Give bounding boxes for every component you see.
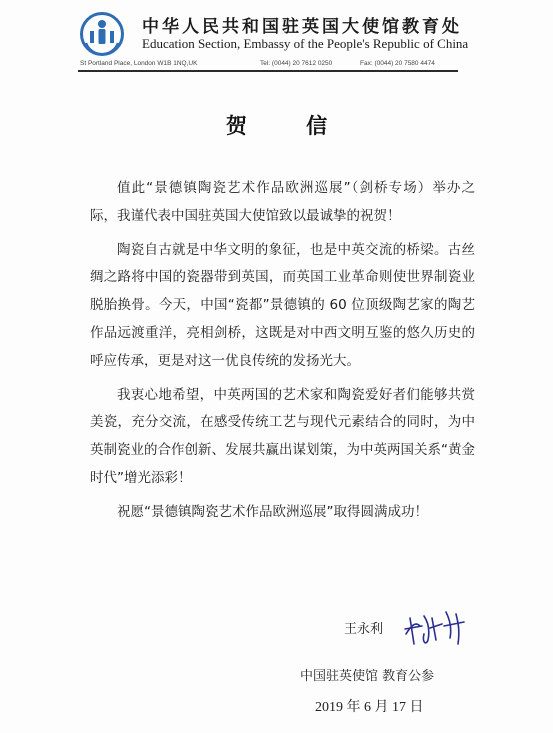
telephone-text: Tel: (0044) 20 7612 0250 bbox=[260, 60, 333, 67]
signatory-name: 王永利 bbox=[344, 622, 384, 637]
org-name-english: Education Section, Embassy of the People's Republic of China bbox=[142, 36, 469, 51]
org-name-chinese: 中华人民共和国驻英国大使馆教育处 bbox=[142, 17, 462, 37]
address-text: St Portland Place, London W1B 1NQ,UK bbox=[80, 60, 198, 67]
letter-paragraph: 值此“景德镇陶瓷艺术作品欧洲巡展”（剑桥专场）举办之际，我谨代表中国驻英国大使馆致以最诚挚的祝贺！ bbox=[90, 180, 475, 224]
letter-date: 2019 年 6 月 17 日 bbox=[315, 700, 424, 715]
letter-paragraph: 祝愿“景德镇陶瓷艺术作品欧洲巡展”取得圆满成功！ bbox=[117, 503, 428, 520]
signatory-organization: 中国驻英使馆 教育公参 bbox=[300, 669, 435, 684]
handwritten-signature bbox=[402, 604, 468, 652]
letter-paragraph: 我衷心地希望，中英两国的艺术家和陶瓷爱好者们能够共赏美瓷，充分交流，在感受传统工艺与现代元素结合的同时，为中英制瓷业的合作创新、发展共赢出谋划策，为中英两国关系“黄金时代”增光添彩！ bbox=[90, 386, 475, 486]
fax-text: Fax: (0044) 20 7580 4474 bbox=[360, 60, 435, 67]
letter-paragraph: 陶瓷自古就是中华文明的象征，也是中英交流的桥梁。古丝绸之路将中国的瓷器带到英国，而英国工业革命则使世界制瓷业脱胎换骨。今天，中国“瓷都”景德镇的 60 位顶级陶艺家的陶艺作品远渡重洋，亮相剑桥，这既是对中西文明互鉴的悠久历史的呼应传承，更是对这一优良传统的发扬光大。 bbox=[90, 241, 475, 369]
embassy-education-logo-icon bbox=[80, 12, 124, 56]
letterhead-divider bbox=[78, 70, 458, 72]
letter-title: 贺 信 bbox=[225, 113, 354, 138]
letter-body bbox=[90, 175, 475, 533]
